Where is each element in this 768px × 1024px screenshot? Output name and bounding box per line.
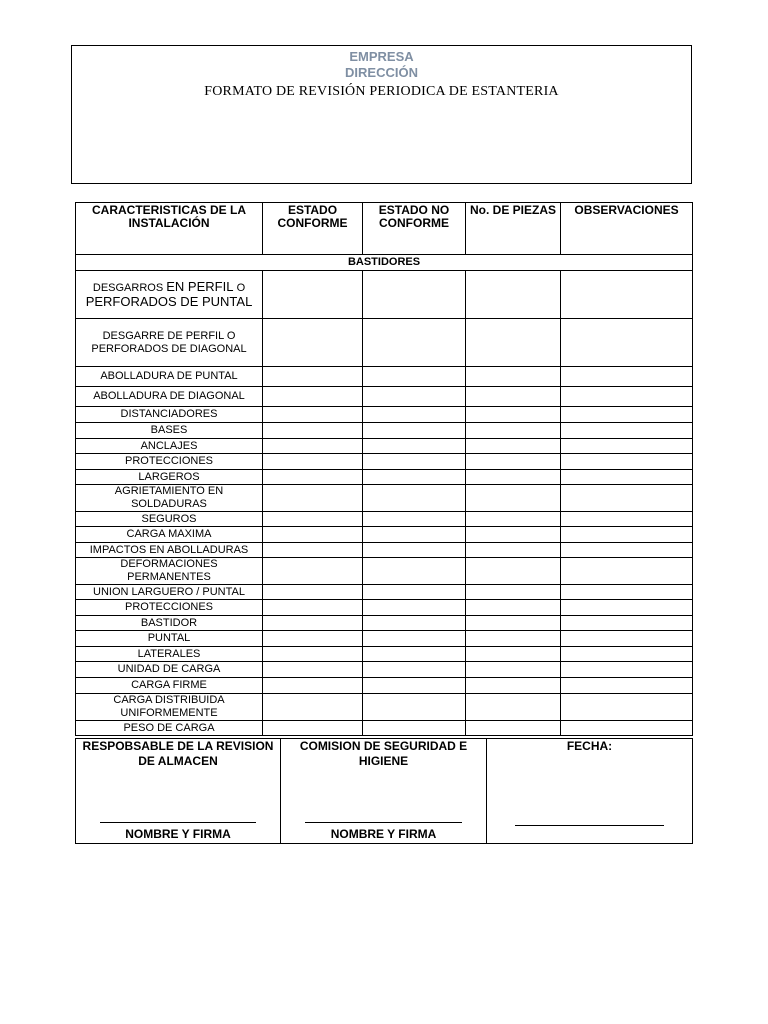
signature-line (100, 822, 256, 823)
cell-pieces[interactable] (466, 439, 561, 454)
table-row (76, 387, 693, 407)
table-row (76, 439, 693, 454)
table-row (76, 367, 693, 387)
table-row (76, 631, 693, 647)
date-label: FECHA: (566, 739, 613, 753)
cell-observations[interactable] (561, 387, 693, 407)
cell-conforming[interactable] (263, 694, 363, 721)
cell-observations[interactable] (561, 721, 693, 736)
cell-observations[interactable] (561, 527, 693, 543)
cell-pieces[interactable] (466, 319, 561, 367)
cell-observations[interactable] (561, 678, 693, 694)
row-label: DEFORMACIONES PERMANENTES (76, 558, 263, 585)
direction-label: DIRECCIÓN (345, 65, 418, 80)
cell-observations[interactable] (561, 543, 693, 558)
cell-conforming[interactable] (263, 543, 363, 558)
cell-non-conforming[interactable] (363, 319, 466, 367)
cell-conforming[interactable] (263, 439, 363, 454)
cell-non-conforming[interactable] (363, 647, 466, 662)
cell-pieces[interactable] (466, 454, 561, 470)
cell-observations[interactable] (561, 585, 693, 600)
responsible-label: RESPOBSABLE DE LA REVISION DE ALMACEN (82, 739, 274, 768)
table-row (76, 485, 693, 512)
row-label: PROTECCIONES (76, 454, 263, 470)
cell-non-conforming[interactable] (363, 423, 466, 439)
table-row (76, 647, 693, 662)
cell-pieces[interactable] (466, 407, 561, 423)
table-row (76, 600, 693, 616)
cell-observations[interactable] (561, 485, 693, 512)
row-label: LATERALES (76, 647, 263, 662)
cell-conforming[interactable] (263, 470, 363, 485)
signature-cell-responsible[interactable] (76, 739, 281, 844)
cell-observations[interactable] (561, 454, 693, 470)
name-sign-label: NOMBRE Y FIRMA (330, 827, 437, 841)
cell-non-conforming[interactable] (363, 439, 466, 454)
cell-conforming[interactable] (263, 407, 363, 423)
cell-conforming[interactable] (263, 387, 363, 407)
cell-conforming[interactable] (263, 271, 363, 319)
cell-pieces[interactable] (466, 647, 561, 662)
cell-non-conforming[interactable] (363, 387, 466, 407)
cell-pieces[interactable] (466, 543, 561, 558)
cell-non-conforming[interactable] (363, 271, 466, 319)
cell-observations[interactable] (561, 512, 693, 527)
name-sign-label: NOMBRE Y FIRMA (125, 827, 231, 841)
cell-pieces[interactable] (466, 721, 561, 736)
cell-conforming[interactable] (263, 367, 363, 387)
cell-non-conforming[interactable] (363, 558, 466, 585)
row-label: IMPACTOS EN ABOLLADURAS (76, 543, 263, 558)
cell-non-conforming[interactable] (363, 694, 466, 721)
commission-label: COMISION DE SEGURIDAD E HIGIENE (299, 739, 468, 768)
row-label: ABOLLADURA DE PUNTAL (76, 367, 263, 387)
column-header-conforming: ESTADO CONFORME (263, 203, 363, 255)
table-header-row (76, 203, 693, 255)
cell-pieces[interactable] (466, 662, 561, 678)
cell-conforming[interactable] (263, 527, 363, 543)
row-label: AGRIETAMIENTO EN SOLDADURAS (76, 485, 263, 512)
cell-conforming[interactable] (263, 558, 363, 585)
cell-observations[interactable] (561, 631, 693, 647)
column-header-pieces: No. DE PIEZAS (466, 203, 561, 255)
cell-non-conforming[interactable] (363, 585, 466, 600)
row-label: PUNTAL (76, 631, 263, 647)
row-label: UNIDAD DE CARGA (76, 662, 263, 678)
row-label: BASES (76, 423, 263, 439)
cell-conforming[interactable] (263, 485, 363, 512)
row-label: DISTANCIADORES (76, 407, 263, 423)
table-row (76, 662, 693, 678)
cell-pieces[interactable] (466, 470, 561, 485)
cell-conforming[interactable] (263, 647, 363, 662)
table-row (76, 527, 693, 543)
cell-non-conforming[interactable] (363, 600, 466, 616)
column-header-non-conforming: ESTADO NO CONFORME (363, 203, 466, 255)
signature-line (305, 822, 462, 823)
signature-cell-commission[interactable] (281, 739, 487, 844)
cell-observations[interactable] (561, 616, 693, 631)
row-label: DESGARROS EN PERFIL O PERFORADOS DE PUNTAL (76, 271, 263, 319)
cell-observations[interactable] (561, 439, 693, 454)
cell-pieces[interactable] (466, 387, 561, 407)
cell-non-conforming[interactable] (363, 543, 466, 558)
row-label: ABOLLADURA DE DIAGONAL (76, 387, 263, 407)
table-row (76, 271, 693, 319)
row-label: SEGUROS (76, 512, 263, 527)
cell-non-conforming[interactable] (363, 470, 466, 485)
cell-pieces[interactable] (466, 694, 561, 721)
row-label: CARGA FIRME (76, 678, 263, 694)
table-row (76, 721, 693, 736)
table-row (76, 558, 693, 585)
table-row (76, 616, 693, 631)
cell-observations[interactable] (561, 319, 693, 367)
cell-pieces[interactable] (466, 512, 561, 527)
cell-pieces[interactable] (466, 585, 561, 600)
cell-non-conforming[interactable] (363, 454, 466, 470)
row-label: CARGA DISTRIBUIDA UNIFORMEMENTE (76, 694, 263, 721)
cell-observations[interactable] (561, 662, 693, 678)
cell-pieces[interactable] (466, 485, 561, 512)
cell-pieces[interactable] (466, 558, 561, 585)
table-row (76, 319, 693, 367)
cell-non-conforming[interactable] (363, 678, 466, 694)
cell-conforming[interactable] (263, 512, 363, 527)
section-title: BASTIDORES (76, 255, 693, 271)
date-line (515, 825, 664, 826)
row-label: DESGARRE DE PERFIL O PERFORADOS DE DIAGONAL (76, 319, 263, 367)
cell-observations[interactable] (561, 558, 693, 585)
cell-non-conforming[interactable] (363, 721, 466, 736)
cell-observations[interactable] (561, 423, 693, 439)
cell-non-conforming[interactable] (363, 662, 466, 678)
cell-conforming[interactable] (263, 662, 363, 678)
cell-non-conforming[interactable] (363, 631, 466, 647)
cell-pieces[interactable] (466, 678, 561, 694)
cell-conforming[interactable] (263, 616, 363, 631)
column-header-observations: OBSERVACIONES (561, 203, 693, 255)
table-row (76, 543, 693, 558)
section-row (76, 255, 693, 271)
cell-observations[interactable] (561, 600, 693, 616)
table-row (76, 470, 693, 485)
cell-non-conforming[interactable] (363, 512, 466, 527)
cell-conforming[interactable] (263, 678, 363, 694)
column-header-characteristics: CARACTERISTICAS DE LA INSTALACIÓN (76, 203, 263, 255)
table-row (76, 512, 693, 527)
cell-pieces[interactable] (466, 600, 561, 616)
cell-pieces[interactable] (466, 367, 561, 387)
signature-table (75, 738, 693, 844)
row-label: ANCLAJES (76, 439, 263, 454)
cell-conforming[interactable] (263, 721, 363, 736)
inspection-table (75, 202, 693, 736)
table-row (76, 678, 693, 694)
cell-conforming[interactable] (263, 319, 363, 367)
cell-non-conforming[interactable] (363, 527, 466, 543)
cell-observations[interactable] (561, 271, 693, 319)
cell-conforming[interactable] (263, 585, 363, 600)
table-row (76, 407, 693, 423)
cell-conforming[interactable] (263, 600, 363, 616)
cell-pieces[interactable] (466, 423, 561, 439)
document-header (71, 45, 692, 184)
row-label: UNION LARGUERO / PUNTAL (76, 585, 263, 600)
row-label: BASTIDOR (76, 616, 263, 631)
cell-pieces[interactable] (466, 527, 561, 543)
cell-conforming[interactable] (263, 454, 363, 470)
cell-non-conforming[interactable] (363, 485, 466, 512)
cell-pieces[interactable] (466, 271, 561, 319)
company-name: EMPRESA (349, 49, 414, 64)
document-title: FORMATO DE REVISIÓN PERIODICA DE ESTANTERIA (204, 84, 559, 99)
cell-observations[interactable] (561, 694, 693, 721)
table-row (76, 423, 693, 439)
cell-non-conforming[interactable] (363, 367, 466, 387)
table-row (76, 454, 693, 470)
cell-pieces[interactable] (466, 631, 561, 647)
table-row (76, 694, 693, 721)
row-label: LARGEROS (76, 470, 263, 485)
cell-conforming[interactable] (263, 423, 363, 439)
row-label: PESO DE CARGA (76, 721, 263, 736)
date-cell[interactable] (487, 739, 693, 844)
cell-observations[interactable] (561, 470, 693, 485)
row-label: CARGA MAXIMA (76, 527, 263, 543)
cell-observations[interactable] (561, 407, 693, 423)
cell-pieces[interactable] (466, 616, 561, 631)
row-label: PROTECCIONES (76, 600, 263, 616)
table-row (76, 585, 693, 600)
cell-non-conforming[interactable] (363, 616, 466, 631)
cell-conforming[interactable] (263, 631, 363, 647)
cell-observations[interactable] (561, 367, 693, 387)
cell-observations[interactable] (561, 647, 693, 662)
cell-non-conforming[interactable] (363, 407, 466, 423)
